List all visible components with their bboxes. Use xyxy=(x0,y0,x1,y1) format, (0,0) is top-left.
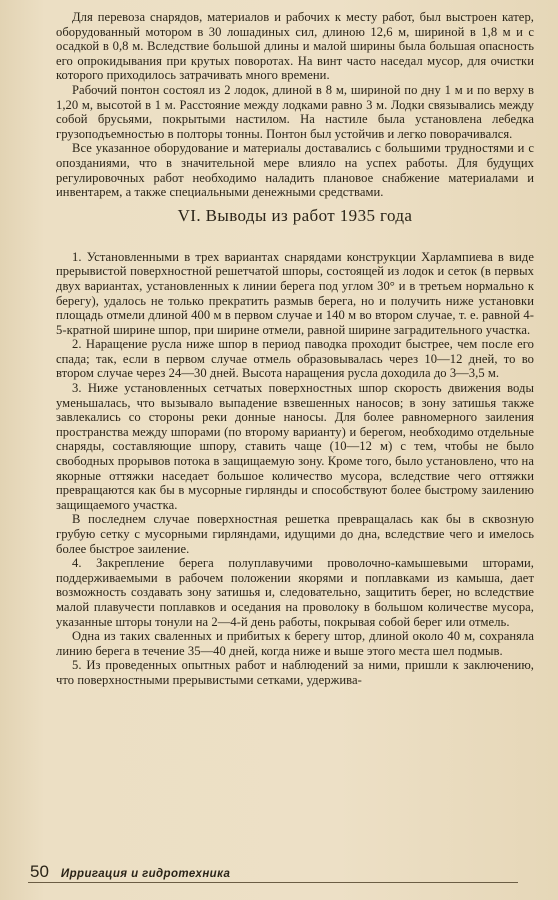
footer-rule xyxy=(28,882,518,883)
conclusion-2: 2. Наращение русла ниже шпор в период паводка проходит быстрее, чем после его спада; так, если в первом случае отмель образовывалась через 10—12 дней, то во втором случае через 24—30 дней. Высота наращения русла доходила до 3—3,5 м. xyxy=(56,337,534,381)
paragraph-boat: Для перевоза снарядов, материалов и рабочих к месту работ, был выстроен катер, оборудованный мотором в 30 лошадиных сил, длиною 12,6 м, шириной в 1,8 м и с осадкой в 0,8 м. Вследствие большой длины и малой ширины была большая опасность его опрокидывания при крутых поворотах. На винт часто наседал мусор, для очистки которого приходилось затрачивать много времени. xyxy=(56,10,534,83)
section-heading: VI. Выводы из работ 1935 года xyxy=(177,205,413,225)
page-body xyxy=(56,10,534,688)
conclusion-3: 3. Ниже установленных сетчатых поверхностных шпор скорость движения воды уменьшалась, что вызывало выпадение взвешенных наносов; в зону затишья также завлекались со стороны реки донные наносы. Для более равномерного заиления пространства между шпорами (по второму варианту) и берегом, необходимо отдельные снаряды, составляющие шпору, ставить чаще (10—12 м) с тем, чтобы не было свободных прорывов потока в защищаемую зону. Кроме того, было установлено, что на якорные оттяжки наседает большое количество мусора, вследствие чего оттяжки превращаются как бы в мусорные гирлянды и способствуют более быстрому заилению защищаемого участка. xyxy=(56,381,534,512)
conclusion-3-continued: В последнем случае поверхностная решетка превращалась как бы в сквозную грубую сетку с мусорными гирляндами, идущими до дна, вследствие чего и имелось более быстрое заиление. xyxy=(56,512,534,556)
page-number: 50 xyxy=(30,862,49,881)
conclusion-5: 5. Из проведенных опытных работ и наблюдений за ними, пришли к заключению, что поверхностными прерывистыми сетками, удержива- xyxy=(56,658,534,687)
conclusion-1: 1. Установленными в трех вариантах снарядами конструкции Харлампиева в виде прерывистой поверхностной решетчатой шпоры, состоящей из лодок и сеток (в первых двух вариантах, установленных к линии берега под углом 30° и в третьем нормально к берегу), удалось не только прекратить размыв берега, но и получить ниже установки площадь отмели длиной 400 м в первом случае и 140 м во втором случае, т. е. равной 4-5-кратной ширине шпор, при ширине отмели, равной ширине заградительного участка. xyxy=(56,249,534,337)
journal-title: Ирригация и гидротехника xyxy=(60,868,231,880)
conclusion-4: 4. Закрепление берега полуплавучими проволочно-камышевыми шторами, поддерживаемыми в рабочем положении якорями и поплавками из камыша, дает возможность создавать зону затишья и, следовательно, защитить берег, но вследствие малой плавучести поплавков и оседания на проволоку в большом количестве мусора, указанные шторы тонули на 2—4-й день работы, покрывая собой берег или отмель. xyxy=(56,556,534,629)
conclusion-4-continued: Одна из таких сваленных и прибитых к берегу штор, длиной около 40 м, сохраняла линию берега в течение 35—40 дней, когда ниже и выше этого места шел подмыв. xyxy=(56,629,534,658)
paragraph-pontoon: Рабочий понтон состоял из 2 лодок, длиной в 8 м, шириной по дну 1 м и по верху в 1,20 м, высотой в 1 м. Расстояние между лодками равно 3 м. Лодки связывались между собой брусьями, покрытыми настилом. На настиле была установлена лебедка грузоподъемностью в полторы тонны. Понтон был устойчив и легко поворачивался. xyxy=(56,82,534,141)
page-footer xyxy=(30,862,230,882)
paragraph-supply: Все указанное оборудование и материалы доставались с большими трудностями и с опозданиями, что в значительной мере влияло на успех работы. Для будущих регулировочных работ необходимо наладить плановое снабжение материалами и инвентарем, а также специальными денежными средствами. xyxy=(56,141,534,200)
